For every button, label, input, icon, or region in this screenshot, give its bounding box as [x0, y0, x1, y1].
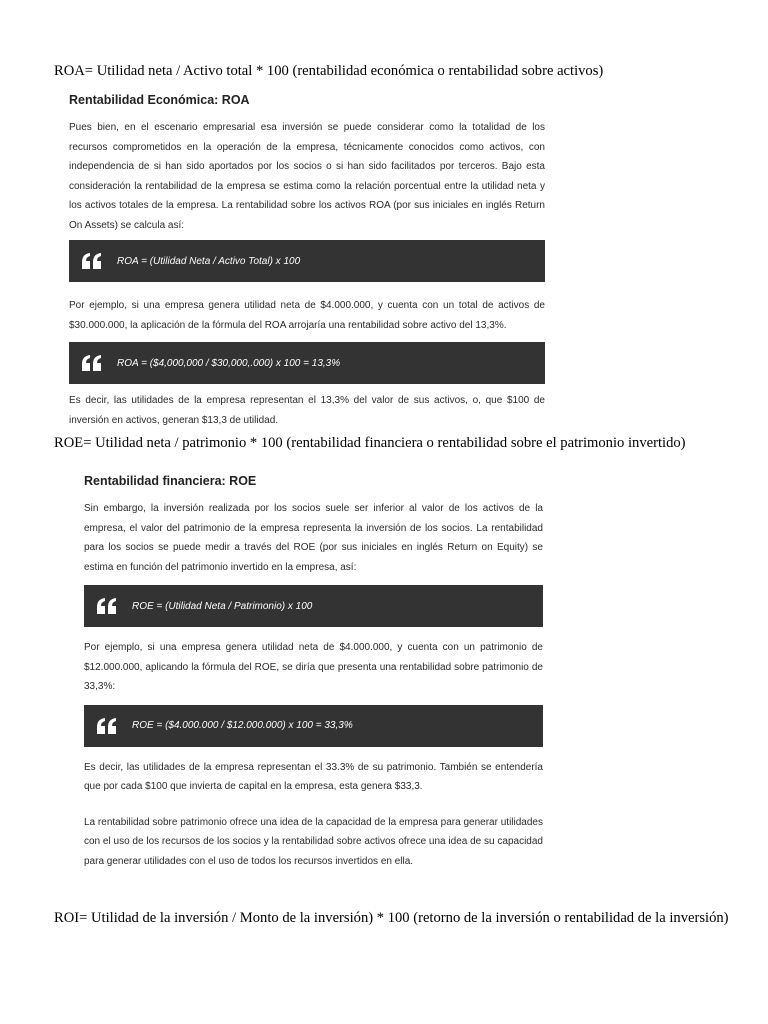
- roa-example-quote: [69, 342, 545, 384]
- roa-conclusion-paragraph: Es decir, las utilidades de la empresa representan el 13,3% del valor de sus activos, o, que $100 de inversión en activos, generan $13,3 de utilidad.: [69, 395, 545, 426]
- roe-formula-quote: [84, 585, 543, 627]
- roe-heading: Rentabilidad financiera: ROE: [84, 474, 257, 488]
- roa-formula-text: ROA = (Utilidad Neta / Activo Total) x 100: [117, 255, 301, 267]
- roe-example-text: ROE = ($4.000.000 / $12.000.000) x 100 = 33,3%: [132, 720, 353, 731]
- quote-icon: [82, 253, 102, 269]
- roa-section: [69, 93, 545, 430]
- roe-formula-line: ROE= Utilidad neta / patrimonio * 100 (rentabilidad financiera o rentabilidad sobre el patrimonio invertido): [54, 435, 686, 451]
- roa-example-text: ROA = ($4,000,000 / $30,000,.000) x 100 = 13,3%: [117, 357, 341, 369]
- roa-intro-paragraph: Pues bien, en el escenario empresarial esa inversión se puede considerar como la totalidad de los recursos comprometidos en la operación de la empresa, técnicamente conocidos como activos, con independencia de si han sido aportados por los socios o si han sido facilitados por terceros. Bajo esta consideración la rentabilidad de la empresa se estima como la relación porcentual entre la utilidad neta y los activos totales de la empresa. La rentabilidad sobre los activos ROA (por sus iniciales en inglés Return On Assets) se calcula así:: [69, 122, 545, 231]
- roa-example-paragraph: Por ejemplo, si una empresa genera utilidad neta de $4.000.000, y cuenta con un total de activos de $30.000.000, la aplicación de la fórmula del ROA arrojaría una rentabilidad sobre activo del 13,3%.: [69, 300, 545, 331]
- roa-formula-quote: [69, 240, 545, 282]
- roe-summary-paragraph: La rentabilidad sobre patrimonio ofrece una idea de la capacidad de la empresa para generar utilidades con el uso de los recursos de los socios y la rentabilidad sobre activos ofrece una idea de su capacidad para generar utilidades con el uso de todos los recursos invertidos en ella.: [84, 816, 543, 867]
- quote-icon: [97, 718, 117, 734]
- quote-icon: [82, 355, 102, 371]
- roa-formula-line: ROA= Utilidad neta / Activo total * 100 (rentabilidad económica o rentabilidad sobre activos): [54, 63, 604, 79]
- roe-section: [84, 474, 543, 871]
- roi-formula-line: ROI= Utilidad de la inversión / Monto de la inversión) * 100 (retorno de la inversión o rentabilidad de la inversión): [54, 910, 729, 926]
- roe-intro-paragraph: Sin embargo, la inversión realizada por los socios suele ser inferior al valor de los activos de la empresa, el valor del patrimonio de la empresa representa la inversión de los socios. La rentabilidad para los socios se puede medir a través del ROE (por sus iniciales en inglés Return on Equity) se estima en función del patrimonio invertido en la empresa, así:: [84, 503, 543, 573]
- quote-icon: [97, 598, 117, 614]
- roa-heading: Rentabilidad Económica: ROA: [69, 93, 250, 107]
- roe-conclusion-paragraph: Es decir, las utilidades de la empresa representan el 33.3% de su patrimonio. También se entendería que por cada $100 que invierta de capital en la empresa, esta genera $33,3.: [84, 761, 543, 792]
- roe-example-quote: [84, 705, 543, 747]
- roe-example-paragraph: Por ejemplo, si una empresa genera utilidad neta de $4.000.000, y cuenta con un patrimonio de $12.000.000, aplicando la fórmula del ROE, se diría que presenta una rentabilidad sobre patrimonio de 33,3%:: [84, 642, 543, 692]
- roe-formula-text: ROE = (Utilidad Neta / Patrimonio) x 100: [132, 600, 313, 612]
